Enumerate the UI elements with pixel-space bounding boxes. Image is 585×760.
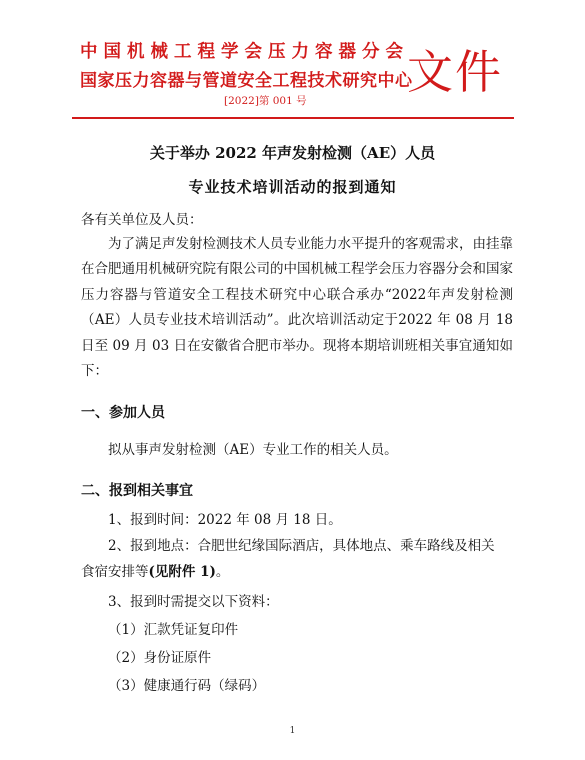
document-title-line-1: 关于举办 2022 年声发射检测（AE）人员 [149, 144, 436, 162]
section-2-item-1: 1、报到时间：2022 年 08 月 18 日。 [108, 512, 342, 528]
item-2-cont-text: 食宿安排等 [81, 564, 149, 580]
page-number: 1 [289, 726, 296, 736]
section-1-heading: 一、参加人员 [81, 405, 165, 421]
document-title-line-2: 专业技术培训活动的报到通知 [188, 178, 397, 196]
section-2-item-3: 3、报到时需提交以下资料： [108, 594, 279, 610]
item-2-cont-end: 。 [215, 564, 230, 580]
intro-paragraph: 为了满足声发射检测技术人员专业能力水平提升的客观需求，由挂靠在合肥通用机械研究院有限公司的中国机械工程学会压力容器分会和国家压力容器与管道安全工程技术研究中心联合承办“2022年声发射检测（AE）人员专业技术培训活动”。此次培训活动定于2022 年 08 月 18 日至 09 月 03 日在安徽省合肥市举办。现将本期培训班相关事宜通知如下： [81, 236, 513, 380]
document-number: [2022]第 001 号 [224, 95, 307, 107]
document-mark: 文件 [407, 45, 503, 99]
section-2-item-2: 2、报到地点：合肥世纪缘国际酒店，具体地点、乘车路线及相关 [108, 538, 495, 554]
salutation: 各有关单位及人员： [81, 212, 203, 228]
section-2-heading: 二、报到相关事宜 [81, 483, 193, 499]
section-1-text: 拟从事声发射检测（AE）专业工作的相关人员。 [108, 442, 398, 458]
issuer-name-1: 中国机械工程学会压力容器分会 [80, 42, 409, 62]
attachment-reference[interactable]: (见附件 1) [148, 564, 216, 580]
document-list-item-2: （2）身份证原件 [108, 650, 212, 666]
header-divider [72, 117, 514, 119]
issuer-name-2: 国家压力容器与管道安全工程技术研究中心 [80, 71, 413, 91]
section-2-item-2-cont [81, 560, 229, 580]
document-list-item-1: （1）汇款凭证复印件 [108, 622, 239, 638]
document-list-item-3: （3）健康通行码（绿码） [108, 678, 266, 694]
